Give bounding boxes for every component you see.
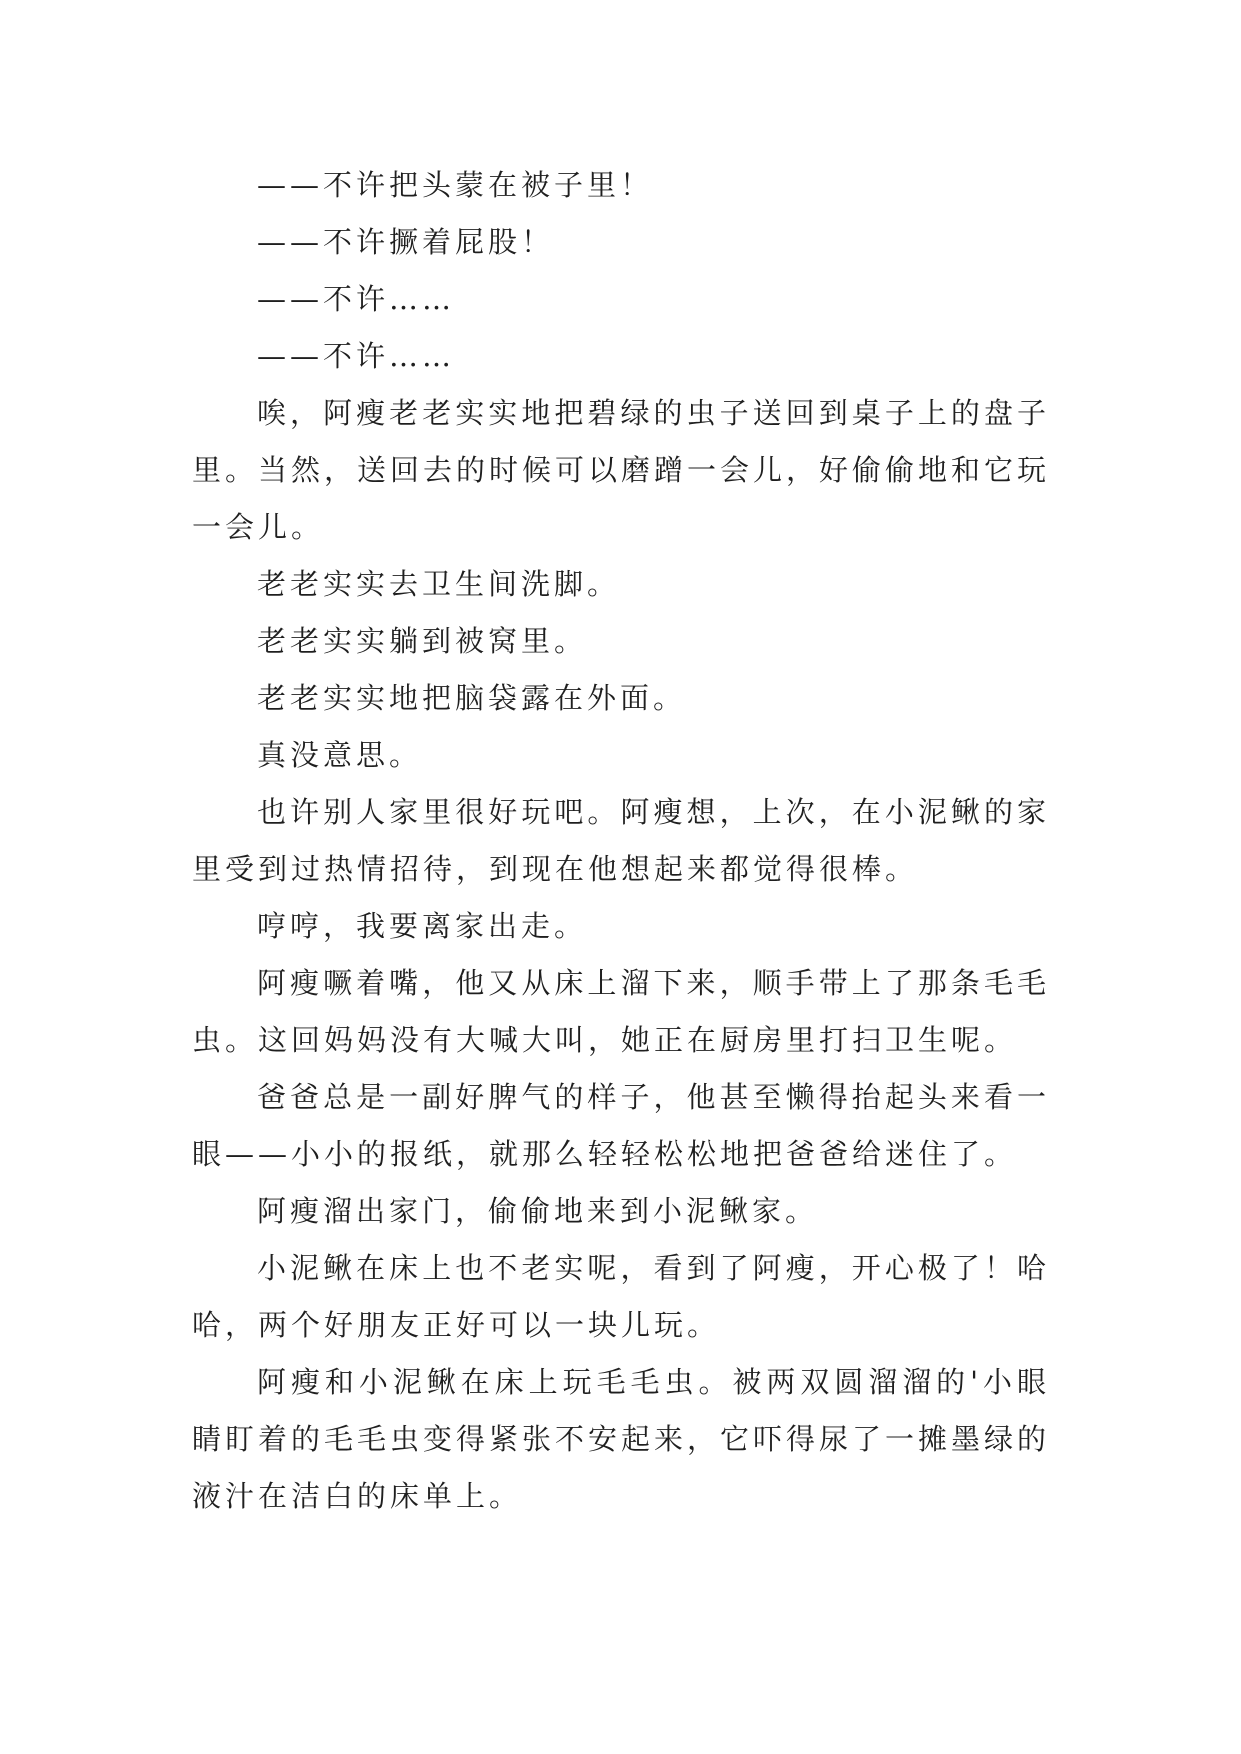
paragraph: 爸爸总是一副好脾气的样子，他甚至懒得抬起头来看一眼——小小的报纸，就那么轻轻松松地把爸爸给迷住了。 (192, 1080, 1050, 1171)
paragraph: 哼哼，我要离家出走。 (257, 909, 588, 943)
paragraph: ——不许…… (257, 339, 456, 373)
paragraph: 唉，阿瘦老老实实地把碧绿的虫子送回到桌子上的盘子里。当然，送回去的时候可以磨蹭一会儿，好偷偷地和它玩一会儿。 (192, 396, 1051, 544)
paragraph: 小泥鳅在床上也不老实呢，看到了阿瘦，开心极了！哈哈，两个好朋友正好可以一块儿玩。 (192, 1251, 1050, 1342)
story-text (192, 157, 1050, 1525)
paragraph: 阿瘦和小泥鳅在床上玩毛毛虫。被两双圆溜溜的'小眼睛盯着的毛毛虫变得紧张不安起来，它吓得尿了一摊墨绿的液汁在洁白的床单上。 (192, 1365, 1051, 1513)
paragraph: 老老实实地把脑袋露在外面。 (257, 681, 687, 715)
paragraph: ——不许把头蒙在被子里！ (257, 168, 654, 202)
paragraph: 也许别人家里很好玩吧。阿瘦想，上次，在小泥鳅的家里受到过热情招待，到现在他想起来都觉得很棒。 (192, 795, 1050, 886)
paragraph: 阿瘦溜出家门，偷偷地来到小泥鳅家。 (257, 1194, 819, 1228)
paragraph: 阿瘦噘着嘴，他又从床上溜下来，顺手带上了那条毛毛虫。这回妈妈没有大喊大叫，她正在厨房里打扫卫生呢。 (192, 966, 1050, 1057)
paragraph: 真没意思。 (257, 738, 423, 772)
paragraph: ——不许…… (257, 282, 456, 316)
paragraph: 老老实实躺到被窝里。 (257, 624, 588, 658)
paragraph: ——不许撅着屁股！ (257, 225, 555, 259)
paragraph: 老老实实去卫生间洗脚。 (257, 567, 621, 601)
